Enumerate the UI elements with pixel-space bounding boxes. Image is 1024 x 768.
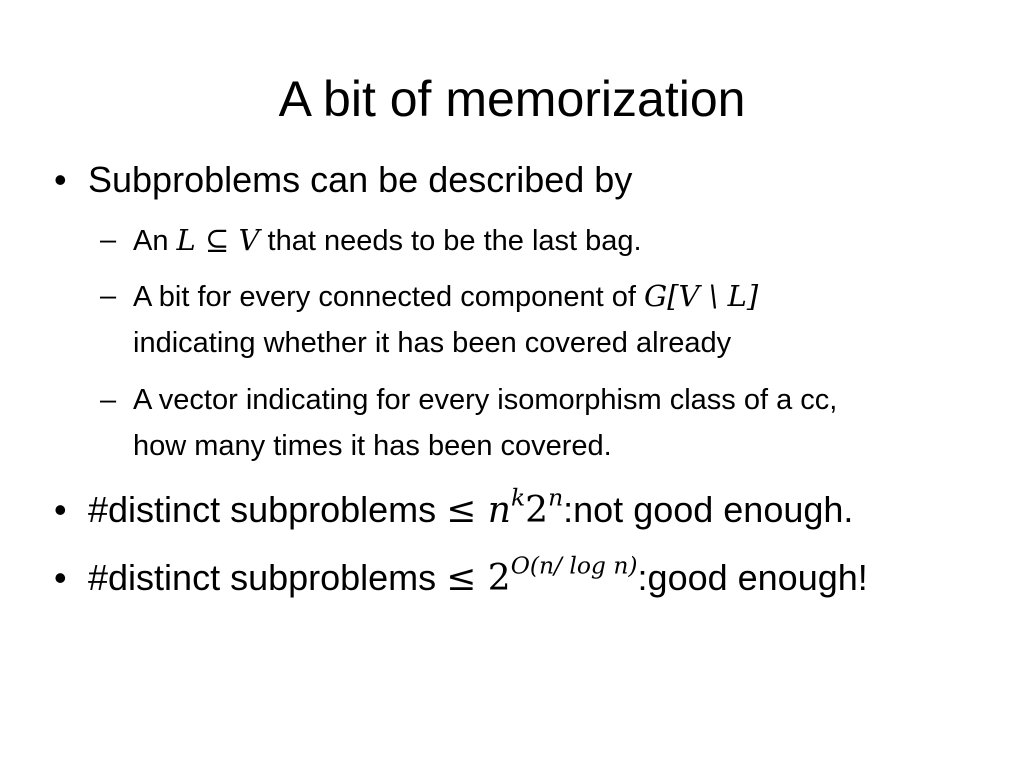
math-leq: ≤ — [446, 490, 488, 531]
bullet-text-pre: #distinct subproblems — [88, 557, 447, 598]
subitem-text-pre: An — [133, 225, 177, 257]
bullet-text — [88, 483, 854, 535]
bullet-text: Subproblems can be described by — [88, 159, 633, 200]
bullet-text — [88, 551, 868, 603]
subitem-line1 — [133, 273, 758, 320]
dash-marker: – — [100, 384, 117, 416]
dash-marker: – — [100, 224, 117, 256]
bullet-marker: • — [54, 159, 67, 200]
subitem-line1-text: A bit for every connected component of — [133, 281, 645, 313]
math-subseteq: ⊆ — [195, 223, 239, 257]
subitem-line2: indicating whether it has been covered already — [133, 327, 732, 359]
subitem-text — [133, 217, 642, 264]
math-v: V — [238, 223, 260, 257]
subitem-line1: A vector indicating for every isomorphism class of a cc, — [133, 384, 838, 416]
math-two: 2 — [487, 558, 511, 599]
slide-title: A bit of memorization — [278, 71, 746, 127]
bullet-marker: • — [54, 489, 67, 530]
bullet-text-pre: #distinct subproblems — [88, 489, 447, 530]
math-v-minus-l: [V \ L] — [667, 279, 759, 313]
math-g: G — [644, 279, 668, 313]
subitem-line2: how many times it has been covered. — [133, 430, 612, 462]
bullet-text-post: :good enough! — [637, 557, 868, 598]
subitem-text-post: that needs to be the last bag. — [259, 225, 642, 257]
math-leq: ≤ — [446, 558, 488, 599]
math-l: L — [176, 223, 196, 257]
math-n-exponent: n — [548, 483, 564, 512]
bullet-marker: • — [54, 557, 67, 598]
bullet-text-post: :not good enough. — [563, 489, 854, 530]
math-n: n — [487, 490, 511, 531]
dash-marker: – — [100, 280, 117, 312]
math-exponent: O(n/ log n) — [510, 551, 638, 580]
math-k-exponent: k — [510, 483, 526, 512]
math-two: 2 — [525, 490, 549, 531]
